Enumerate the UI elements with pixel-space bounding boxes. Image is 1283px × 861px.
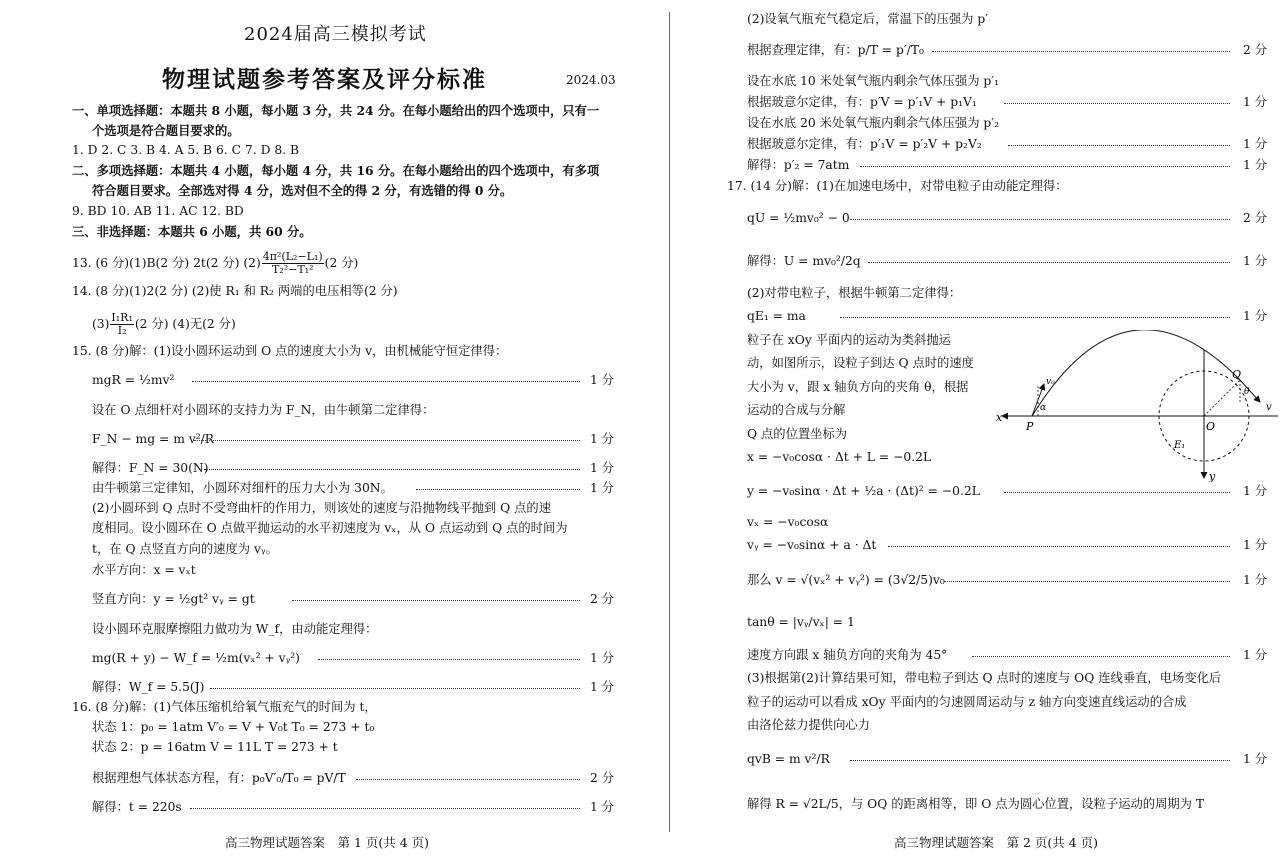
score: 1 分 <box>1243 95 1268 109</box>
y-label: y <box>1209 470 1216 482</box>
score: 2 分 <box>590 771 615 785</box>
q15-text4: 度相同。设小圆环在 O 点做平抛运动的水平初速度为 vₓ，从 O 点运动到 Q 点的时间为 <box>92 521 568 535</box>
q15-eq1: mgR = ½mv² <box>92 373 175 387</box>
q17-text9: 由洛伦兹力提供向心力 <box>747 718 870 732</box>
q15-eq3: 解得：F_N = 30(N) <box>92 461 209 475</box>
q16-state1: 状态 1：p₀ = 1atm V′₀ = V + V₀t T₀ = 273 + t₀ <box>92 720 375 734</box>
section-3-heading: 三、非选择题：本题共 6 小题，共 60 分。 <box>72 224 312 239</box>
score: 1 分 <box>590 481 615 495</box>
q16-boyle2: 根据玻意尔定律，有：p′₁V = p′₂V + p₂V₂ <box>747 137 982 151</box>
leader-dots <box>190 808 580 809</box>
q17-text6: Q 点的位置坐标为 <box>747 427 848 441</box>
oq-line <box>1204 380 1240 416</box>
q17-eq4: x = −v₀cosα · Δt + L = −0.2L <box>747 450 932 464</box>
q13-answer <box>72 251 358 276</box>
page-footer: 高三物理试题答案 第 2 页(共 4 页) <box>894 835 1099 850</box>
q17-text8: 粒子的运动可以看成 xOy 平面内的匀速圆周运动与 z 轴方向变速直线运动的合成 <box>747 695 1187 709</box>
leader-dots <box>850 219 1230 220</box>
leader-dots <box>932 51 1230 52</box>
leader-dots <box>204 469 580 470</box>
q17-text7: (3)根据第(2)计算结果可知，带电粒子到达 Q 点时的速度与 OQ 连线垂直，电场变化后 <box>747 671 1222 685</box>
leader-dots <box>416 489 580 490</box>
q13-fraction <box>262 251 324 276</box>
q17-eq11: qvB = m v²/R <box>747 752 830 766</box>
q17-text3: 动，如图所示，设粒子到达 Q 点时的速度 <box>747 356 974 370</box>
q17-text4: 大小为 v，跟 x 轴负方向的夹角 θ，根据 <box>747 380 969 394</box>
q16-eq1: 根据理想气体状态方程，有：p₀V′₀/T₀ = pV/T <box>92 771 346 785</box>
q14-part2 <box>92 312 236 337</box>
leader-dots <box>888 546 1230 547</box>
score: 1 分 <box>1243 484 1268 498</box>
score: 1 分 <box>1243 752 1268 766</box>
score: 1 分 <box>1243 538 1268 552</box>
q17-text10: 解得 R = √2L/5，与 OQ 的距离相等，即 O 点为圆心位置，设粒子运动的周期为 T <box>747 797 1205 811</box>
q13-score: (2 分) <box>324 256 359 270</box>
score: 1 分 <box>1243 158 1268 172</box>
leader-dots <box>356 779 580 780</box>
q14-denominator: I₂ <box>117 324 127 337</box>
q16-result: 解得：p′₂ = 7atm <box>747 158 850 172</box>
velocity-vector <box>1240 380 1260 402</box>
q17-eq3: qE₁ = ma <box>747 309 806 323</box>
leader-dots <box>972 656 1230 657</box>
section-1-heading-cont: 个选项是符合题目要求的。 <box>92 123 240 138</box>
score: 1 分 <box>1243 573 1268 587</box>
q15-eq5: mg(R + y) − W_f = ½m(vₓ² + vᵧ²) <box>92 651 300 665</box>
q-label: Q <box>1232 368 1242 381</box>
leader-dots <box>868 262 1230 263</box>
q14-part1: 14. (8 分)(1)2(2 分) (2)使 R₁ 和 R₂ 两端的电压相等(2 分) <box>72 284 398 298</box>
q14-tail: (2 分) (4)无(2 分) <box>134 317 236 331</box>
page-1 <box>0 0 641 861</box>
page-2 <box>642 0 1283 861</box>
theta-label: θ <box>1244 387 1250 397</box>
q15-text2: 由牛顿第三定律知，小圆环对细杆的压力大小为 30N。 <box>92 481 393 495</box>
q17-eq8: 那么 v = √(vₓ² + vᵧ²) = (3√2/5)v₀ <box>747 573 945 587</box>
exam-title: 2024届高三模拟考试 <box>244 24 427 45</box>
leader-dots <box>292 600 580 601</box>
q17-text2: 粒子在 xOy 平面内的运动为类斜抛运 <box>747 333 951 347</box>
score: 1 分 <box>590 680 615 694</box>
p-label: P <box>1026 420 1034 433</box>
exam-date: 2024.03 <box>566 73 616 87</box>
q13-denominator: T₂²−T₁² <box>271 263 314 276</box>
score: 1 分 <box>1243 254 1268 268</box>
section-2-heading-cont: 符合题目要求。全部选对得 4 分，选对但不全的得 2 分，有选错的得 0 分。 <box>92 183 513 198</box>
score: 2 分 <box>590 592 615 606</box>
leader-dots <box>194 440 580 441</box>
section-1-answers: 1. D 2. C 3. B 4. A 5. B 6. C 7. D 8. B <box>72 143 300 157</box>
v0-label: v₀ <box>1046 377 1055 387</box>
q14-numerator: I₁R₁ <box>111 311 133 324</box>
q17-intro: 17. (14 分)解：(1)在加速电场中，对带电粒子由动能定理得： <box>727 179 1068 193</box>
score: 1 分 <box>590 373 615 387</box>
q15-text5: t，在 Q 点竖直方向的速度为 vᵧ。 <box>92 542 278 556</box>
q17-text1: (2)对带电粒子，根据牛顿第二定律得： <box>747 286 962 300</box>
o-label: O <box>1206 420 1216 433</box>
leader-dots <box>318 659 580 660</box>
leader-dots <box>850 760 1230 761</box>
section-2-heading: 二、多项选择题：本题共 4 小题，每小题 4 分，共 16 分。在每小题给出的四个选项中，有多项 <box>72 163 600 178</box>
q17-eq10: 速度方向跟 x 轴负方向的夹角为 45° <box>747 648 948 662</box>
leader-dots <box>1008 145 1230 146</box>
score: 1 分 <box>590 651 615 665</box>
x-label: x <box>996 411 1003 424</box>
answer-title: 物理试题参考答案及评分标准 <box>162 66 487 93</box>
q17-eq9: tanθ = |vᵧ/vₓ| = 1 <box>747 615 855 629</box>
leader-dots <box>840 317 1230 318</box>
leader-dots <box>944 581 1230 582</box>
leader-dots <box>1004 103 1230 104</box>
q15-text3: (2)小圆环到 Q 点时不受弯曲杆的作用力，则该处的速度与沿抛物线平抛到 Q 点的速 <box>92 501 552 515</box>
q17-eq2: 解得：U = mv₀²/2q <box>747 254 861 268</box>
page-footer: 高三物理试题答案 第 1 页(共 4 页) <box>225 835 430 850</box>
score: 1 分 <box>1243 309 1268 323</box>
q16-boyle1: 根据玻意尔定律，有：p′V = p′₁V + p₁V₁ <box>747 95 977 109</box>
leader-dots <box>192 381 580 382</box>
score: 1 分 <box>1243 137 1268 151</box>
q16-charles: 根据查理定律，有：p/T = p′/T₀ <box>747 43 924 57</box>
motion-diagram <box>996 330 1280 482</box>
q13-text: 13. (6 分)(1)B(2 分) 2t(2 分) (2) <box>72 256 261 270</box>
q16-state2: 状态 2：p = 16atm V = 11L T = 273 + t <box>92 740 338 754</box>
q14-fraction <box>110 312 133 337</box>
section-2-answers: 9. BD 10. AB 11. AC 12. BD <box>72 204 244 218</box>
score: 2 分 <box>1243 211 1268 225</box>
q17-eq5: y = −v₀sinα · Δt + ½a · (Δt)² = −0.2L <box>747 484 980 498</box>
leader-dots <box>210 688 580 689</box>
alpha-label: α <box>1040 403 1047 413</box>
q15-eq6: 解得：W_f = 5.5(J) <box>92 680 205 694</box>
score: 2 分 <box>1243 43 1268 57</box>
q15-text6: 水平方向：x = vₓt <box>92 563 196 577</box>
q16-text4: 设在水底 20 米处氧气瓶内剩余气体压强为 p′₂ <box>747 116 1000 130</box>
score: 1 分 <box>590 432 615 446</box>
score: 1 分 <box>590 800 615 814</box>
section-1-heading: 一、单项选择题：本题共 8 小题，每小题 3 分，共 24 分。在每小题给出的四个选项中，只有一 <box>72 103 600 118</box>
q15-text1: 设在 O 点细杆对小圆环的支持力为 F_N，由牛顿第二定律得： <box>92 403 435 417</box>
e1-label: E₁ <box>1174 440 1186 451</box>
q16-text3: 设在水底 10 米处氧气瓶内剩余气体压强为 p′₁ <box>747 74 1000 88</box>
score: 1 分 <box>590 461 615 475</box>
q13-numerator: 4π²(L₂−L₁) <box>262 250 323 263</box>
q16-eq2: 解得：t = 220s <box>92 800 182 814</box>
q16-intro: 16. (8 分)解：(1)气体压缩机给氧气瓶充气的时间为 t， <box>72 700 377 714</box>
q15-text7: 设小圆环克服摩擦阻力做功为 W_f，由动能定理得： <box>92 622 378 636</box>
q17-eq7: vᵧ = −v₀sinα + a · Δt <box>747 538 877 552</box>
q15-eq4: 竖直方向：y = ½gt² vᵧ = gt <box>92 592 255 606</box>
v-label: v <box>1266 402 1272 413</box>
q15-intro: 15. (8 分)解：(1)设小圆环运动到 O 点的速度大小为 v，由机械能守恒定律得： <box>72 344 508 358</box>
score: 1 分 <box>1243 648 1268 662</box>
q17-text5: 运动的合成与分解 <box>747 403 846 417</box>
q17-eq1: qU = ½mv₀² − 0 <box>747 211 850 225</box>
trajectory-curve <box>1032 330 1240 416</box>
leader-dots <box>1004 492 1230 493</box>
q14-label: (3) <box>92 317 110 331</box>
q17-eq6: vₓ = −v₀cosα <box>747 515 829 529</box>
q15-eq2: F_N − mg = m v²/R <box>92 432 215 446</box>
leader-dots <box>860 166 1230 167</box>
q16-part2: (2)设氧气瓶充气稳定后，常温下的压强为 p′ <box>747 12 989 26</box>
